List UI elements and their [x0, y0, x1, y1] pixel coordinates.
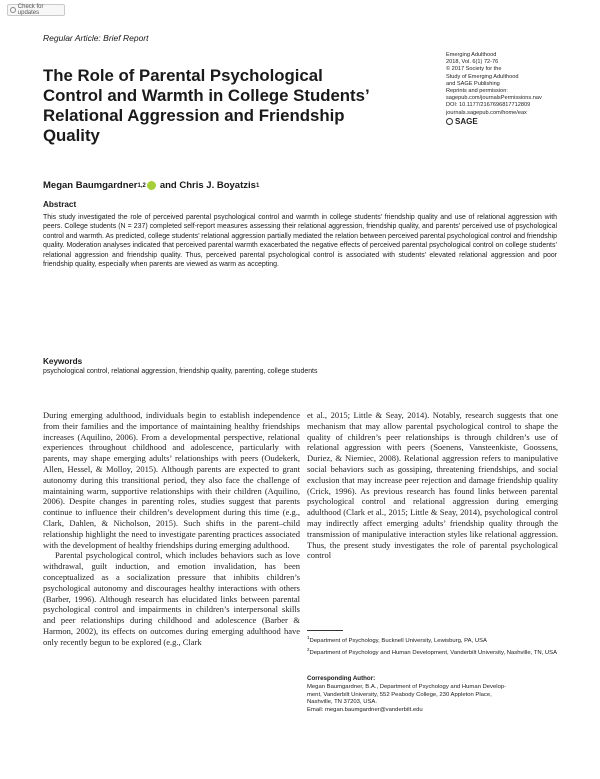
affiliation-1: Department of Psychology, Bucknell University, Lewisburg, PA, USA — [309, 637, 487, 644]
body-column-left — [43, 410, 300, 648]
body-paragraph: Parental psychological control, which includes behaviors such as love withdrawal, guilt induction, and emotion invalidation, has been conceptualized as a socialization pressure that inhibits children’s psychological autonomy and discourages healthy interactions with others (Barber, 1996). Although research has elucidated links between parental psychological control and impairments in children’s interpersonal skills and peer relationships during childhood and adolescence (Barber & Harmon, 2002), its effects on outcomes during emerging adulthood have only recently begun to be explored (e.g., Clark — [43, 550, 300, 647]
corresponding-line: Nashville, TN 37203, USA. — [307, 699, 377, 706]
corresponding-email[interactable]: Email: megan.baumgardner@vanderbilt.edu — [307, 707, 423, 714]
badge-label: Check for updates — [17, 4, 44, 16]
journal-info — [446, 52, 576, 125]
author-affiliation-sup: 1,2 — [137, 182, 146, 189]
corresponding-author-details — [307, 684, 558, 715]
journal-link[interactable]: sagepub.com/journalsPermissions.nav — [446, 95, 542, 102]
body-column-right — [307, 410, 558, 561]
check-for-updates-badge[interactable] — [7, 4, 65, 16]
journal-doi[interactable]: DOI: 10.1177/2167696817712809 — [446, 102, 531, 109]
keywords-text: psychological control, relational aggression, friendship quality, parenting, college students — [43, 368, 318, 375]
journal-line: Study of Emerging Adulthood — [446, 73, 519, 80]
article-title: The Role of Parental Psychological Control and Warmth in College Students’ Relational Aggression and Friendship Quality — [43, 66, 369, 145]
author-line — [43, 180, 259, 191]
footnote-divider — [307, 630, 343, 631]
journal-line: 2018, Vol. 6(1) 72-76 — [446, 59, 499, 66]
journal-line: and SAGE Publishing — [446, 80, 500, 87]
orcid-icon[interactable] — [147, 181, 156, 190]
journal-line: Emerging Adulthood — [446, 52, 497, 58]
corresponding-line: Megan Baumgardner, B.A., Department of Psychology and Human Develop- — [307, 684, 507, 690]
keywords-heading: Keywords — [43, 357, 83, 366]
affiliations — [307, 634, 558, 657]
affiliation-2: Department of Psychology and Human Development, Vanderbilt University, Nashville, TN, USA — [309, 649, 558, 656]
abstract-heading: Abstract — [43, 200, 77, 209]
article-type-label: Regular Article: Brief Report — [43, 33, 149, 43]
affiliation-sup: 1 — [307, 635, 310, 640]
author-name: and Chris J. Boyatzis — [159, 180, 256, 191]
journal-line: Reprints and permission: — [446, 88, 508, 95]
check-updates-icon — [10, 7, 16, 13]
corresponding-line: ment, Vanderbilt University, 552 Peabody College, 230 Appleton Place, — [307, 691, 492, 698]
sage-logo — [446, 118, 576, 125]
sage-logo-text: SAGE — [455, 116, 478, 126]
abstract-text: This study investigated the role of perceived parental psychological control and warmth in college students’ friendship quality and use of relational aggression with peers. College students (N = 237) completed self-report measures assessing their relational aggression, friendship quality, and parents’ perceived use of psychological control and warmth. As predicted, college students’ relational aggression partially mediated the relation between perceived parental psychological control and friendship quality. Moderation analyses indicated that perceived parental warmth exacerbated the negative effects of perceived parental psychological control on college students’ relational aggression and friendship quality. Thus, perceived parental psychological control is associated with students’ elevated relational aggression and poor friendship quality, especially when parents are viewed as warm as accepting. — [43, 214, 557, 269]
journal-link[interactable]: journals.sagepub.com/home/eax — [446, 109, 527, 116]
sage-logo-icon — [446, 118, 453, 125]
corresponding-author-heading: Corresponding Author: — [307, 675, 376, 682]
author-name: Megan Baumgardner — [43, 180, 138, 191]
author-affiliation-sup: 1 — [255, 182, 260, 189]
affiliation-sup: 2 — [307, 646, 310, 652]
body-paragraph: During emerging adulthood, individuals begin to establish independence from their families and the importance of maintaining healthy friendships increases (Aquilino, 2006). From a developmental perspective, relational experiences throughout childhood and adolescence, particularly with parents, may shape emerging adults’ relationships with peers (Oudekerk, Allen, Hessel, & Molloy, 2015). Although parents are expected to grant autonomy during this transitional period, they also face the challenge of maintaining warm, supportive relationships with their children (Aquilino, 2006). Despite changes in parenting roles, studies suggest that parents continue to influence their children’s development during this time (e.g., Clark, Dahlen, & Nicholson, 2015). Such shifts in the parent–child relationship highlight the need to investigate parenting practices associated with the development of healthy friendships during emerging adulthood. — [43, 410, 300, 550]
journal-line: © 2017 Society for the — [446, 66, 502, 73]
body-paragraph: et al., 2015; Little & Seay, 2014). Notably, research suggests that one mechanism that may allow parental psychological control to shape the quality of children’s peer relationships is through children’s use of relational aggression with peers (Soenens, Vansteenkiste, Goossens, Duriez, & Niemiec, 2008). Relational aggression refers to manipulative social behaviors such as gossiping, threatening friendships, and social exclusion that may increase peer rejection and damage friendship quality (Crick, 1996). As previous research has found links between parental psychological control and relational aggression during emerging adulthood (Clark et al., 2015; Little & Seay, 2014), psychological control may indirectly affect emerging adults’ friendship quality through the transmission of manipulative interaction styles like relational aggression. Thus, the present study investigates the role of parental psychological control — [307, 410, 558, 561]
